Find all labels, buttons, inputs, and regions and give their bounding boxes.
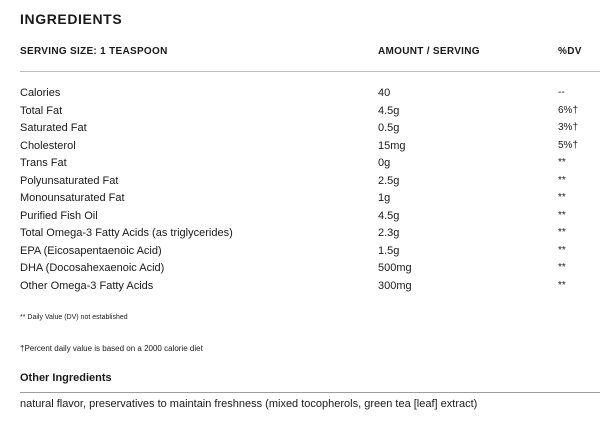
nutrient-amount: 1g: [378, 192, 391, 204]
nutrient-name: Purified Fish Oil: [20, 209, 98, 222]
nutrient-name: Other Omega-3 Fatty Acids: [20, 279, 154, 292]
table-row: [20, 245, 580, 263]
table-row: [20, 175, 580, 193]
nutrient-amount: 0.5g: [378, 122, 400, 134]
nutrient-amount: 4.5g: [378, 209, 400, 222]
nutrient-dv: **: [558, 209, 566, 221]
table-row: [20, 210, 580, 228]
nutrient-amount: 0g: [378, 157, 391, 169]
nutrient-dv: 6%†: [558, 104, 579, 116]
table-row: [20, 157, 580, 175]
nutrient-name: Total Fat: [20, 104, 63, 117]
nutrient-name: Trans Fat: [20, 157, 67, 169]
header-divider: [20, 71, 600, 72]
nutrient-dv: **: [558, 192, 566, 203]
dv-header: %DV: [558, 46, 582, 57]
table-row: [20, 105, 580, 123]
table-row: [20, 192, 580, 210]
nutrient-name: DHA (Docosahexaenoic Acid): [20, 262, 165, 274]
nutrient-amount: 300mg: [378, 279, 412, 292]
other-ingredients-text: natural flavor, preservatives to maintain freshness (mixed tocopherols, green tea [leaf] extract): [20, 398, 478, 410]
table-row: [20, 227, 580, 245]
nutrient-name: EPA (Eicosapentaenoic Acid): [20, 244, 162, 257]
nutrient-amount: 2.5g: [378, 174, 400, 187]
nutrient-amount: 15mg: [378, 139, 406, 152]
nutrient-amount: 1.5g: [378, 244, 400, 257]
other-ingredients-heading: Other Ingredients: [20, 372, 112, 384]
table-row: [20, 280, 580, 298]
table-row: [20, 262, 580, 280]
percent-footnote: †Percent daily value is based on a 2000 calorie diet: [20, 344, 203, 353]
nutrient-name: Saturated Fat: [20, 122, 87, 134]
other-ingredients-divider: [20, 392, 600, 393]
nutrient-name: Cholesterol: [20, 139, 76, 152]
nutrient-amount: 500mg: [378, 262, 412, 274]
nutrient-dv: **: [558, 174, 566, 186]
nutrient-dv: --: [558, 87, 565, 98]
nutrient-amount: 4.5g: [378, 104, 400, 117]
table-row: [20, 140, 580, 158]
nutrient-dv: **: [558, 244, 566, 256]
nutrient-name: Calories: [20, 87, 61, 99]
nutrient-dv: **: [558, 157, 566, 168]
nutrient-dv: 3%†: [558, 122, 579, 133]
nutrient-dv: **: [558, 279, 566, 291]
nutrient-name: Monounsaturated Fat: [20, 192, 125, 204]
table-row: [20, 87, 580, 105]
nutrient-amount: 2.3g: [378, 227, 400, 239]
nutrient-dv: 5%†: [558, 139, 579, 151]
nutrient-name: Polyunsaturated Fat: [20, 174, 119, 187]
nutrient-name: Total Omega-3 Fatty Acids (as triglycerides): [20, 227, 233, 239]
dv-footnote: ** Daily Value (DV) not established: [20, 314, 128, 321]
nutrient-dv: **: [558, 227, 566, 238]
table-row: [20, 122, 580, 140]
amount-header: AMOUNT / SERVING: [378, 46, 480, 57]
page-title: INGREDIENTS: [20, 11, 123, 27]
nutrition-table: [20, 87, 580, 297]
nutrient-dv: **: [558, 262, 566, 273]
nutrient-amount: 40: [378, 87, 391, 99]
serving-size-label: SERVING SIZE: 1 TEASPOON: [20, 46, 168, 57]
